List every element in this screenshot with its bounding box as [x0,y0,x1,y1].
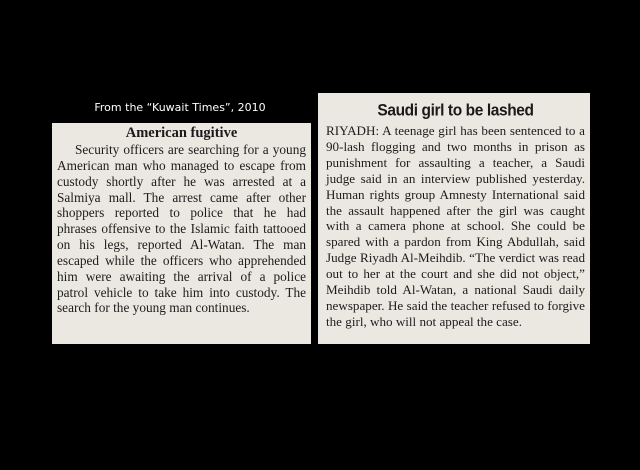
right-article-body: RIYADH: A teenage girl has been sentenced to a 90-lash flogging and two months in prison as punishment for assaulting a teacher, a Saudi judge said in an interview published yesterday. Human rights group Amnesty International said the assault happened after the girl was caught with a camera phone at school. She could be spared with a pardon from King Abdullah, said Judge Riyadh Al-Meihdib. “The verdict was read out to her at the court and she did not object,” Meihdib told Al-Watan, a national Saudi daily newspaper. He said the teacher refused to forgive the girl, who will not appeal the case. [326,123,585,329]
right-newspaper-clipping [318,93,590,344]
left-article-body: Security officers are searching for a young American man who managed to escape from custody shortly after he was arrested at a Salmiya mall. The arrest came after other shoppers reported to police that he had phrases offensive to the Islamic faith tattooed on his legs, reported Al-Watan. The man escaped while the officers who apprehended him were awaiting the arrival of a police patrol vehicle to take him into custody. The search for the young man continues. [57,142,306,316]
left-newspaper-clipping [52,123,311,344]
left-article-headline: American fugitive [125,125,238,141]
right-article-headline: Saudi girl to be lashed [377,101,534,120]
source-caption: From the “Kuwait Times”, 2010 [94,101,266,114]
